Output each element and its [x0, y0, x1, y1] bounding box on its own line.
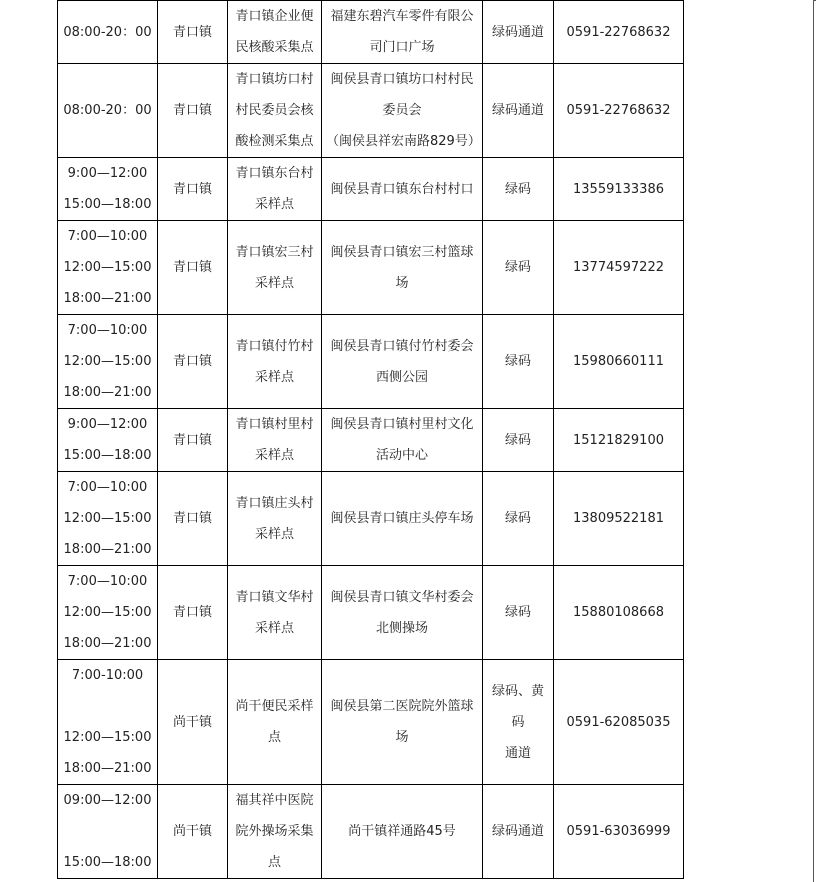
site-name-text: 采样点	[254, 448, 294, 463]
table-row	[58, 409, 684, 472]
phone-cell	[554, 566, 684, 660]
site-name-cell	[228, 64, 322, 158]
time-text: 12:00—15:00	[63, 260, 152, 275]
health-code-text: 绿码	[504, 605, 531, 620]
address-cell	[322, 158, 483, 221]
site-name-cell	[228, 1, 322, 64]
phone-cell	[554, 1, 684, 64]
address-cell	[322, 566, 483, 660]
health-code-text: 绿码	[504, 354, 531, 369]
address-text: 场	[395, 730, 409, 745]
health-code-cell	[483, 64, 554, 158]
address-text: 场	[395, 275, 409, 291]
address-text: 闽侯县青口镇宏三村篮球	[330, 244, 474, 260]
site-name-text: 青口镇文华村	[235, 589, 314, 605]
address-text: 闽侯县青口镇坊口村村民	[330, 72, 474, 87]
site-name-text: 青口镇付竹村	[235, 338, 314, 354]
phone-text: 0591-63036999	[566, 824, 671, 839]
town-cell	[158, 221, 228, 315]
health-code-text: 绿码通道	[491, 103, 544, 118]
health-code-text: 通道	[504, 745, 531, 761]
town-text: 尚干镇	[172, 824, 212, 839]
address-text: 活动中心	[375, 448, 428, 463]
address-cell	[322, 472, 483, 566]
address-cell	[322, 660, 483, 785]
health-code-cell	[483, 1, 554, 64]
site-name-text: 民核酸采集点	[235, 40, 314, 55]
time-cell	[58, 221, 158, 315]
time-text: 18:00—21:00	[63, 761, 152, 776]
health-code-text: 绿码	[504, 181, 531, 197]
time-text: 7:00—10:00	[67, 229, 148, 244]
time-text: 18:00—21:00	[63, 542, 152, 557]
site-name-text: 采样点	[254, 526, 294, 542]
time-text	[62, 816, 153, 847]
site-name-text: 采样点	[254, 620, 294, 636]
phone-cell	[554, 221, 684, 315]
health-code-cell	[483, 785, 554, 879]
site-name-text: 点	[267, 855, 281, 870]
address-cell	[322, 64, 483, 158]
time-text: 15:00—18:00	[63, 197, 152, 212]
testing-sites-table	[57, 0, 684, 879]
site-name-text: 青口镇企业便	[235, 9, 314, 24]
phone-cell	[554, 660, 684, 785]
time-text	[62, 691, 153, 722]
time-text: 08:00-20：00	[63, 24, 152, 40]
time-text: 7:00—10:00	[67, 323, 148, 338]
phone-text: 0591-22768632	[566, 103, 671, 118]
time-text: 7:00—10:00	[67, 480, 148, 495]
time-text: 09:00—12:00	[63, 793, 152, 808]
time-cell	[58, 409, 158, 472]
address-text: 闽侯县青口镇付竹村委会	[330, 338, 474, 354]
time-text: 18:00—21:00	[63, 291, 152, 306]
site-name-text: 院外操场采集	[235, 824, 314, 839]
site-name-text: 青口镇宏三村	[235, 244, 314, 260]
site-name-cell	[228, 409, 322, 472]
time-text: 7:00—10:00	[67, 574, 148, 589]
time-text: 12:00—15:00	[63, 730, 152, 745]
time-text: 9:00—12:00	[67, 417, 148, 432]
town-text: 青口镇	[172, 605, 212, 620]
address-text: 闽侯县第二医院院外篮球	[330, 699, 474, 714]
site-name-text: 尚干便民采样	[235, 699, 314, 714]
health-code-cell	[483, 315, 554, 409]
phone-text: 15980660111	[573, 354, 664, 369]
table-row	[58, 315, 684, 409]
address-cell	[322, 221, 483, 315]
address-text: 北侧操场	[375, 620, 428, 636]
town-text: 青口镇	[172, 432, 212, 448]
site-name-cell	[228, 660, 322, 785]
table-row	[58, 472, 684, 566]
site-name-text: 采样点	[254, 275, 294, 291]
health-code-text: 绿码通道	[491, 824, 544, 839]
table-row	[58, 660, 684, 785]
table-row	[58, 221, 684, 315]
time-text: 18:00—21:00	[63, 385, 152, 400]
address-text: 闽侯县青口镇庄头停车场	[330, 511, 474, 526]
town-text: 青口镇	[172, 354, 212, 369]
town-cell	[158, 472, 228, 566]
table-row	[58, 1, 684, 64]
page-frame-line	[813, 0, 814, 882]
site-name-text: 村民委员会核	[235, 103, 314, 118]
time-text: 15:00—18:00	[63, 855, 152, 870]
site-name-cell	[228, 315, 322, 409]
time-cell	[58, 660, 158, 785]
address-text: 闽侯县青口镇东台村村口	[330, 181, 474, 197]
site-name-text: 采样点	[254, 197, 294, 212]
table-row	[58, 158, 684, 221]
table-row	[58, 64, 684, 158]
phone-text: 13774597222	[573, 260, 664, 275]
phone-text: 15880108668	[573, 605, 664, 620]
address-text: 闽侯县青口镇村里村文化	[330, 417, 474, 432]
town-cell	[158, 158, 228, 221]
time-text: 15:00—18:00	[63, 448, 152, 463]
site-name-text: 青口镇庄头村	[235, 495, 314, 511]
time-cell	[58, 1, 158, 64]
time-text: 7:00-10:00	[71, 668, 144, 683]
health-code-cell	[483, 472, 554, 566]
time-cell	[58, 64, 158, 158]
town-cell	[158, 660, 228, 785]
address-cell	[322, 785, 483, 879]
time-cell	[58, 158, 158, 221]
site-name-cell	[228, 566, 322, 660]
health-code-cell	[483, 158, 554, 221]
health-code-text: 绿码	[504, 260, 531, 275]
phone-cell	[554, 64, 684, 158]
town-cell	[158, 315, 228, 409]
site-name-cell	[228, 472, 322, 566]
site-name-cell	[228, 221, 322, 315]
time-text: 18:00—21:00	[63, 636, 152, 651]
town-cell	[158, 1, 228, 64]
phone-text: 0591-22768632	[566, 24, 671, 40]
time-cell	[58, 785, 158, 879]
town-text: 青口镇	[172, 24, 212, 40]
site-name-text: 青口镇东台村	[235, 166, 314, 181]
site-name-text: 酸检测采集点	[235, 134, 314, 149]
health-code-cell	[483, 409, 554, 472]
table-row	[58, 566, 684, 660]
time-cell	[58, 315, 158, 409]
health-code-text: 绿码	[504, 511, 531, 526]
phone-text: 0591-62085035	[566, 714, 671, 730]
table-body	[58, 1, 684, 879]
address-cell	[322, 315, 483, 409]
time-text: 9:00—12:00	[67, 166, 148, 181]
phone-cell	[554, 472, 684, 566]
address-text: 闽侯县青口镇文华村委会	[330, 589, 474, 605]
phone-cell	[554, 315, 684, 409]
phone-text: 15121829100	[573, 432, 664, 448]
health-code-cell	[483, 566, 554, 660]
address-cell	[322, 409, 483, 472]
site-name-text: 点	[267, 730, 281, 745]
site-name-cell	[228, 158, 322, 221]
town-text: 青口镇	[172, 511, 212, 526]
town-text: 青口镇	[172, 103, 212, 118]
site-name-text: 福其祥中医院	[235, 793, 314, 808]
site-name-text: 青口镇村里村	[235, 417, 314, 432]
health-code-text: 绿码	[504, 432, 531, 448]
town-text: 青口镇	[172, 181, 212, 197]
phone-cell	[554, 785, 684, 879]
town-cell	[158, 409, 228, 472]
health-code-text: 绿码通道	[491, 24, 544, 40]
town-cell	[158, 566, 228, 660]
address-cell	[322, 1, 483, 64]
phone-text: 13559133386	[573, 181, 664, 197]
phone-cell	[554, 158, 684, 221]
town-cell	[158, 64, 228, 158]
time-text: 08:00-20：00	[63, 103, 152, 118]
table-row	[58, 785, 684, 879]
address-text: 司门口广场	[369, 40, 435, 55]
address-text: （闽侯县祥宏南路829号）	[326, 134, 481, 149]
time-text: 12:00—15:00	[63, 605, 152, 620]
site-name-cell	[228, 785, 322, 879]
time-cell	[58, 472, 158, 566]
address-text: 委员会	[382, 103, 422, 118]
address-text: 西侧公园	[375, 369, 428, 385]
time-text: 12:00—15:00	[63, 354, 152, 369]
town-text: 青口镇	[172, 260, 212, 275]
site-name-text: 采样点	[254, 369, 294, 385]
address-text: 福建东碧汽车零件有限公	[330, 9, 474, 24]
address-text: 尚干镇祥通路45号	[348, 824, 456, 839]
town-text: 尚干镇	[172, 714, 212, 730]
health-code-cell	[483, 221, 554, 315]
health-code-text: 绿码、黄码	[491, 683, 544, 730]
health-code-cell	[483, 660, 554, 785]
site-name-text: 青口镇坊口村	[235, 72, 314, 87]
town-cell	[158, 785, 228, 879]
phone-cell	[554, 409, 684, 472]
phone-text: 13809522181	[573, 511, 664, 526]
time-text: 12:00—15:00	[63, 511, 152, 526]
time-cell	[58, 566, 158, 660]
